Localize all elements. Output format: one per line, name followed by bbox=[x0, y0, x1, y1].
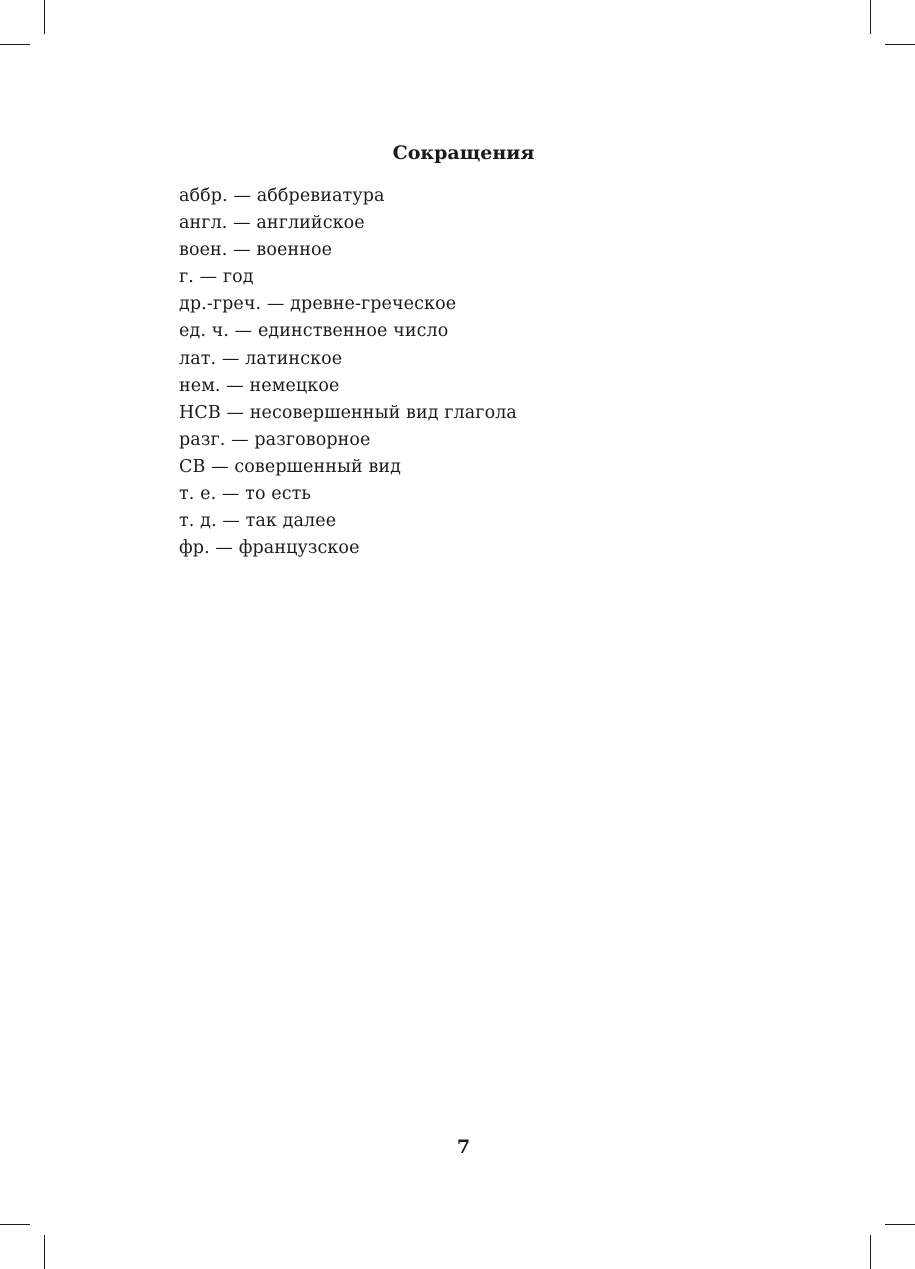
crop-mark-bottom-left-horizontal bbox=[0, 1224, 30, 1225]
abbreviation-entry bbox=[179, 373, 517, 400]
abbreviation-term: разг. bbox=[179, 429, 226, 450]
dash-separator: — bbox=[216, 484, 246, 505]
dash-separator: — bbox=[216, 511, 246, 532]
abbreviation-term: г. bbox=[179, 267, 194, 288]
abbreviation-meaning: аббревиатура bbox=[256, 186, 385, 206]
abbreviation-meaning: военное bbox=[256, 240, 333, 261]
abbreviation-term: НСВ bbox=[179, 402, 221, 423]
dash-separator: — bbox=[193, 267, 223, 288]
crop-mark-top-right-horizontal bbox=[885, 44, 915, 45]
abbreviation-term: нем. bbox=[179, 375, 221, 396]
abbreviation-entry bbox=[179, 318, 517, 345]
abbreviation-list bbox=[179, 183, 517, 562]
abbreviation-meaning: немецкое bbox=[249, 375, 340, 396]
abbreviation-meaning: латинское bbox=[245, 348, 343, 369]
abbreviation-meaning: год bbox=[222, 267, 254, 288]
crop-mark-top-left-vertical bbox=[44, 0, 45, 34]
abbreviation-entry bbox=[179, 508, 517, 535]
abbreviation-term: воен. bbox=[179, 240, 228, 261]
abbreviation-meaning: то есть bbox=[245, 484, 312, 505]
abbreviation-term: СВ bbox=[179, 456, 206, 477]
dash-separator: — bbox=[220, 402, 250, 423]
crop-mark-bottom-right-vertical bbox=[870, 1235, 871, 1269]
abbreviation-meaning: английское bbox=[256, 213, 365, 234]
dash-separator: — bbox=[225, 429, 255, 450]
abbreviation-meaning: французское bbox=[238, 538, 360, 559]
dash-separator: — bbox=[229, 321, 258, 342]
abbreviation-meaning: совершенный вид bbox=[234, 456, 402, 477]
abbreviation-meaning: древне-греческое bbox=[290, 294, 457, 315]
abbreviation-term: лат. bbox=[179, 348, 217, 369]
abbreviation-entry bbox=[179, 454, 517, 481]
abbreviation-entry bbox=[179, 291, 517, 318]
abbreviation-term: англ. bbox=[179, 213, 228, 234]
abbreviation-entry bbox=[179, 183, 517, 210]
abbreviation-term: ед. ч. bbox=[179, 321, 229, 342]
abbreviation-term: т. е. bbox=[179, 484, 217, 505]
dash-separator: — bbox=[227, 213, 257, 234]
abbreviation-entry bbox=[179, 237, 517, 264]
abbreviation-entry bbox=[179, 264, 517, 291]
abbreviation-entry bbox=[179, 210, 517, 237]
abbreviation-term: др.-греч. bbox=[179, 294, 262, 315]
crop-mark-bottom-right-horizontal bbox=[885, 1224, 915, 1225]
page-number: 7 bbox=[456, 1136, 471, 1158]
crop-mark-top-right-vertical bbox=[870, 0, 871, 34]
abbreviation-meaning: несовершенный вид глагола bbox=[249, 402, 517, 423]
abbreviation-meaning: так далее bbox=[245, 511, 337, 532]
dash-separator: — bbox=[261, 294, 291, 315]
page-title: Сокращения bbox=[392, 142, 535, 164]
abbreviation-entry bbox=[179, 535, 517, 562]
dash-separator: — bbox=[205, 456, 235, 477]
dash-separator: — bbox=[227, 186, 257, 206]
dash-separator: — bbox=[220, 375, 250, 396]
abbreviation-entry bbox=[179, 481, 517, 508]
dash-separator: — bbox=[227, 240, 257, 261]
abbreviation-meaning: единственное число bbox=[257, 321, 449, 342]
abbreviation-term: аббр. bbox=[179, 186, 228, 206]
abbreviation-entry bbox=[179, 400, 517, 427]
abbreviation-term: фр. bbox=[179, 538, 210, 559]
abbreviation-entry bbox=[179, 346, 517, 373]
abbreviation-meaning: разговорное bbox=[254, 429, 371, 450]
dash-separator: — bbox=[209, 538, 239, 559]
abbreviation-entry bbox=[179, 427, 517, 454]
crop-mark-top-left-horizontal bbox=[0, 44, 30, 45]
crop-mark-bottom-left-vertical bbox=[44, 1235, 45, 1269]
abbreviation-term: т. д. bbox=[179, 511, 217, 532]
dash-separator: — bbox=[216, 348, 246, 369]
